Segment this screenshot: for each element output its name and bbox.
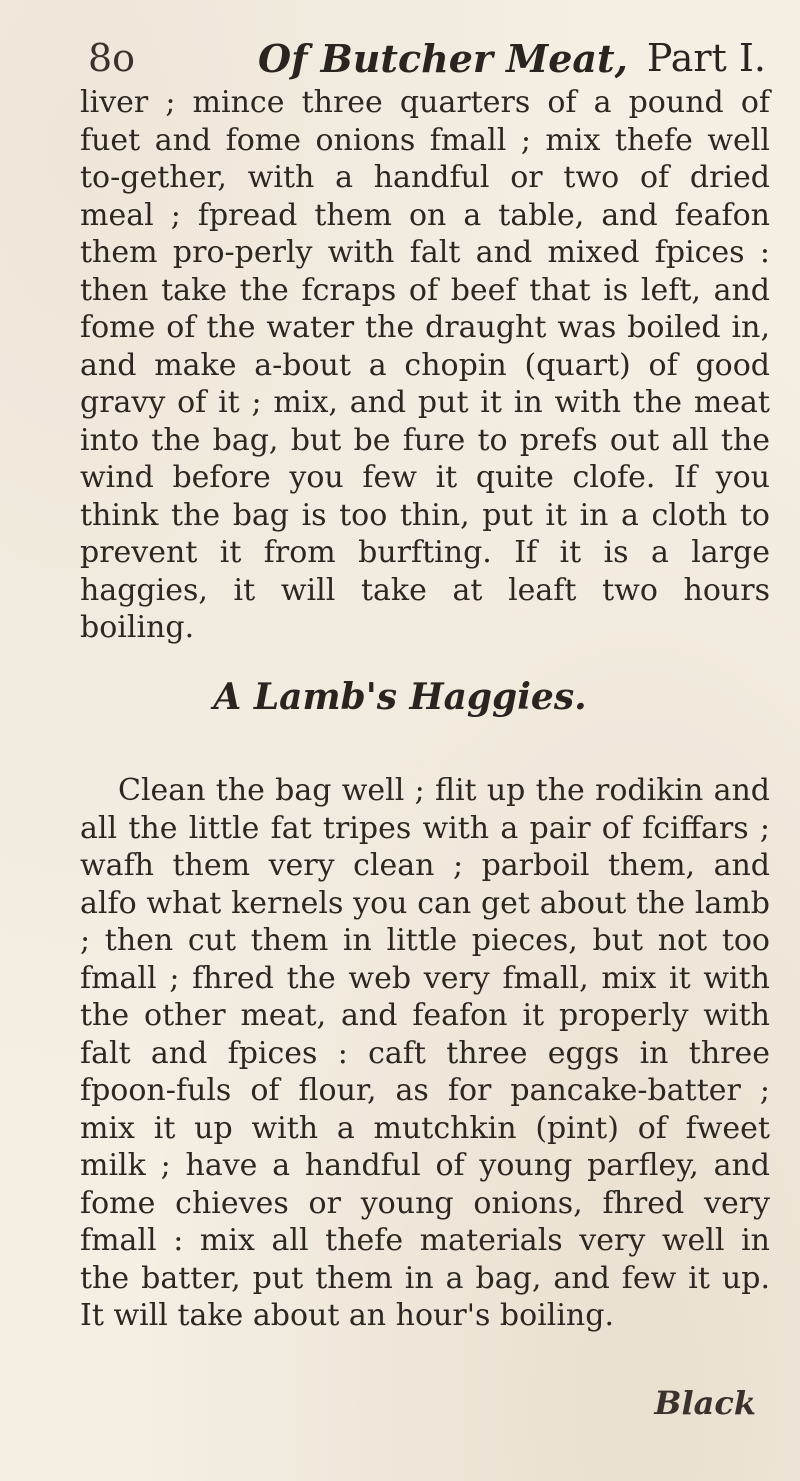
page-number: 8o (88, 36, 136, 80)
running-head: Of Butcher Meat, (258, 36, 628, 81)
paragraph: Clean the bag well ; flit up the rodikin and all the little fat tripes with a pair of fciffars ; wafh them very clean ; parboil them, and alfo what kernels you can get about the lamb ; then cut them in little pieces, but not too fmall ; fhred the web very fmall, mix it with the other meat, and feafon it properly with falt and fpices : caft three eggs in three fpoon-fuls of flour, as for pancake-batter ; mix it up with a mutchkin (pint) of fweet milk ; have a handful of young parfley, and fome chieves or young onions, fhred very fmall : mix all thefe materials very well in the batter, put them in a bag, and few it up. It will take about an hour's boiling. (80, 773, 770, 1333)
lambs-haggies-recipe-text (80, 772, 770, 1335)
catchword: Black (654, 1384, 756, 1422)
section-heading: A Lamb's Haggies. (213, 676, 587, 718)
page-header (88, 36, 768, 86)
part-label: Part I. (646, 36, 766, 80)
recipe-continuation-text (80, 84, 770, 647)
paragraph: liver ; mince three quarters of a pound of fuet and fome onions fmall ; mix thefe well to-gether, with a handful or two of dried meal ; fpread them on a table, and feafon them pro-perly with falt and mixed fpices : then take the fcraps of beef that is left, and fome of the water the draught was boiled in, and make a-bout a chopin (quart) of good gravy of it ; mix, and put it in with the meat into the bag, but be fure to prefs out all the wind before you few it quite clofe. If you think the bag is too thin, put it in a cloth to prevent it from burfting. If it is a large haggies, it will take at leaft two hours boiling. (80, 85, 770, 645)
